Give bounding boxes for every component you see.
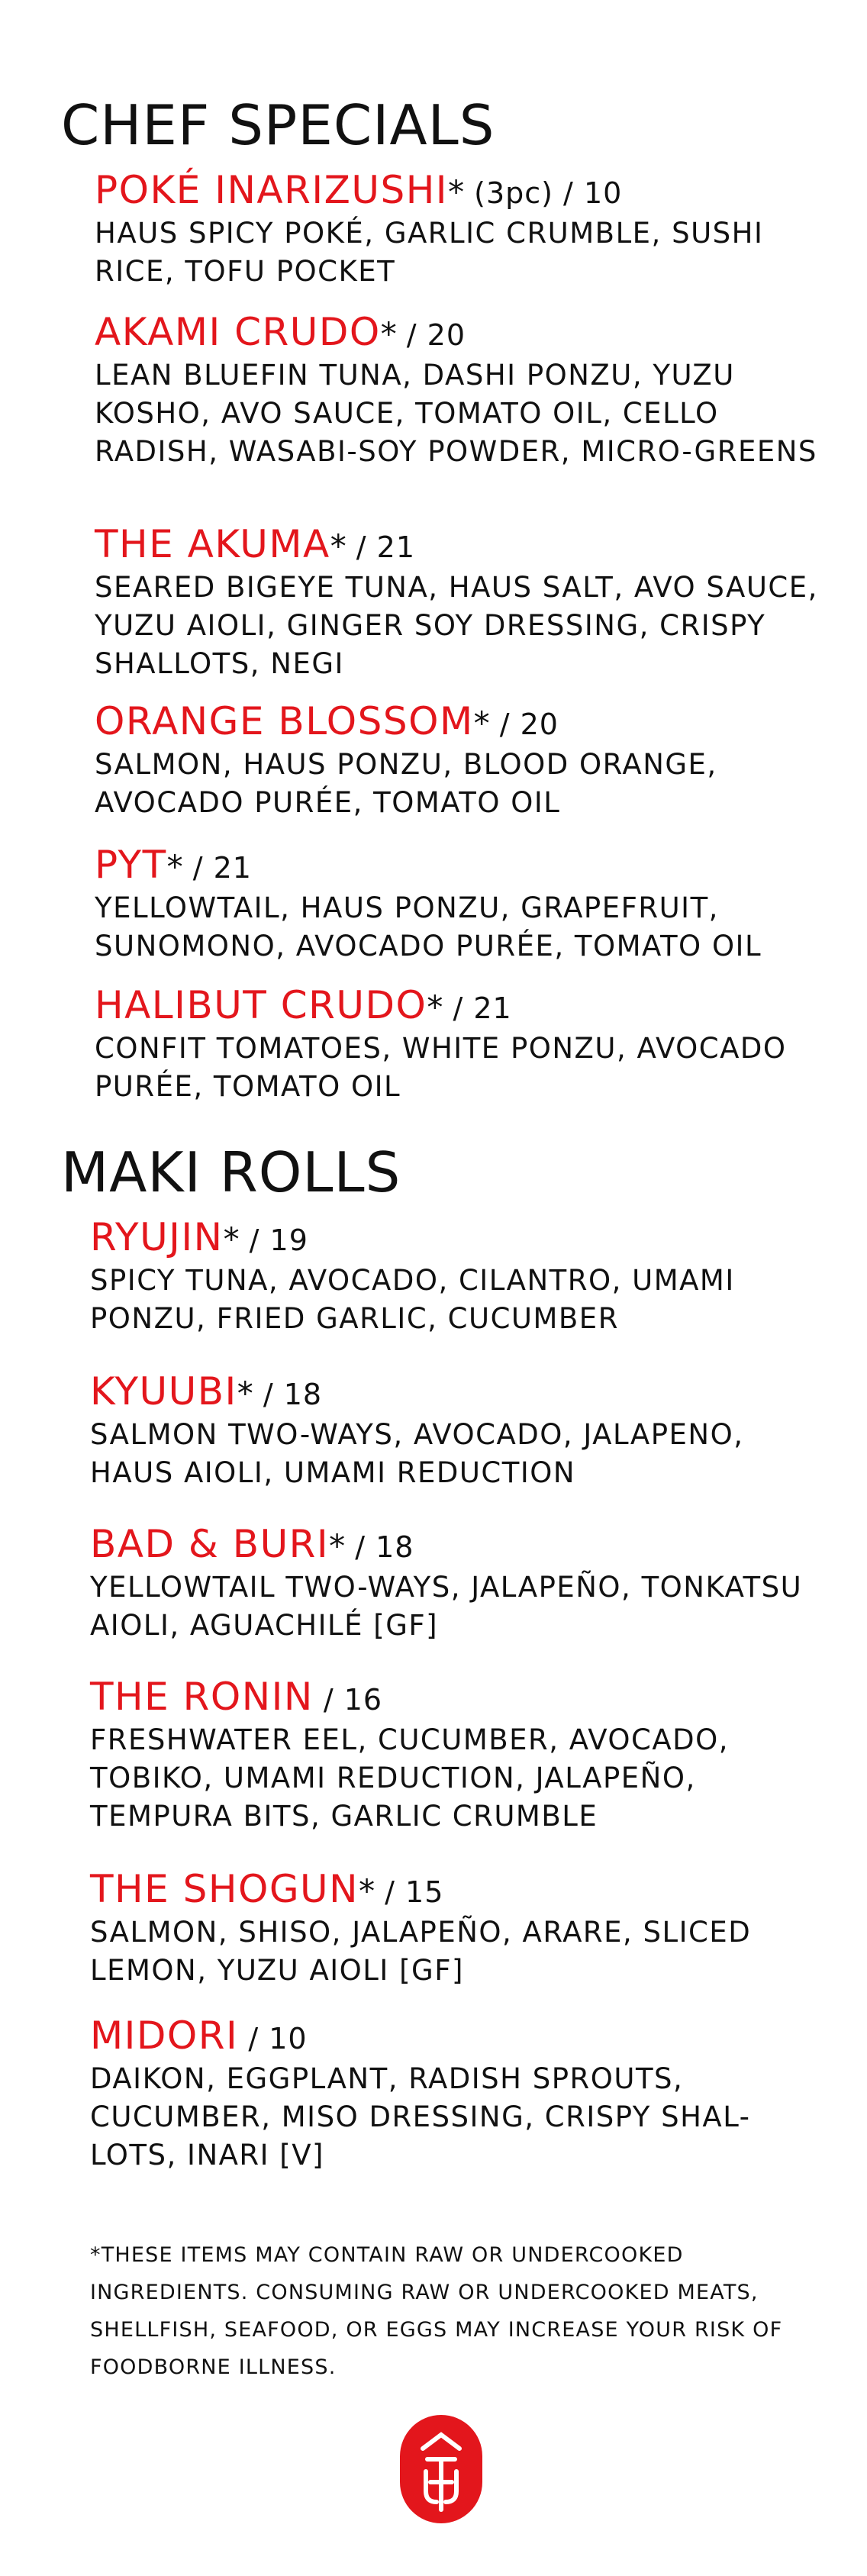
item-name: POKÉ INARIZUSHI <box>95 168 449 212</box>
item-description: HAUS SPICY POKÉ, GARLIC CRUMBLE, SUSHI RICE, TOFU POCKET <box>95 217 764 288</box>
item-description: SALMON TWO-WAYS, AVOCADO, JALAPENO, HAUS AIOLI, UMAMI REDUCTION <box>90 1418 744 1489</box>
item-description: SALMON, HAUS PONZU, BLOOD ORANGE, AVOCADO PURÉE, TOMATO OIL <box>95 748 717 819</box>
item-description: SALMON, SHISO, JALAPEÑO, ARARE, SLICED LEMON, YUZU AIOLI [GF] <box>90 1916 752 1987</box>
item-price: (3pc) / 10 <box>464 176 623 210</box>
maki-rolls-title: MAKI ROLLS <box>61 1140 401 1204</box>
item-price: / 18 <box>253 1378 323 1411</box>
raw-asterisk: * <box>448 173 465 211</box>
item-name: AKAMI CRUDO <box>95 310 381 354</box>
item-description: YELLOWTAIL, HAUS PONZU, GRAPEFRUIT, SUNOMONO, AVOCADO PURÉE, TOMATO OIL <box>95 891 762 962</box>
raw-asterisk: * <box>330 527 346 565</box>
chef-specials-title: CHEF SPECIALS <box>61 93 495 157</box>
menu-item-halibut-crudo <box>95 985 827 1106</box>
raw-asterisk: * <box>473 704 490 742</box>
menu-item-the-akuma <box>95 524 827 683</box>
item-description: CONFIT TOMATOES, WHITE PONZU, AVOCADO PURÉE, TOMATO OIL <box>95 1032 787 1103</box>
menu-item-ryujin <box>90 1217 823 1338</box>
menu-item-pyt <box>95 844 827 966</box>
menu-item-the-shogun <box>90 1868 823 1990</box>
item-name: MIDORI <box>90 2013 239 2058</box>
item-price: / 21 <box>346 530 416 564</box>
item-price: / 10 <box>238 2022 308 2055</box>
item-name: PYT <box>95 843 167 887</box>
raw-asterisk: * <box>223 1220 240 1258</box>
item-name: THE AKUMA <box>95 522 330 566</box>
raw-asterisk: * <box>166 848 183 885</box>
menu-item-midori <box>90 2015 823 2175</box>
item-description: DAIKON, EGGPLANT, RADISH SPROUTS, CUCUMBER, MISO DRESSING, CRISPY SHAL-LOTS, INARI [V] <box>90 2062 751 2171</box>
item-name: BAD & BURI <box>90 1522 330 1566</box>
item-name: RYUJIN <box>90 1215 224 1259</box>
item-description: FRESHWATER EEL, CUCUMBER, AVOCADO, TOBIKO, UMAMI REDUCTION, JALAPEÑO, TEMPURA BITS, GARLIC CRUMBLE <box>90 1723 730 1833</box>
item-price: / 21 <box>443 991 512 1025</box>
item-price: / 16 <box>313 1683 383 1717</box>
menu-item-kyuubi <box>90 1371 823 1492</box>
item-name: KYUUBI <box>90 1369 237 1414</box>
item-price: / 18 <box>345 1530 414 1564</box>
menu-item-poke-inarizushi <box>95 169 827 291</box>
item-name: THE SHOGUN <box>90 1867 359 1911</box>
brand-seal-icon <box>397 2412 485 2526</box>
menu-item-akami-crudo <box>95 311 827 471</box>
item-name: ORANGE BLOSSOM <box>95 699 474 743</box>
item-price: / 19 <box>239 1224 308 1257</box>
raw-food-disclaimer: *THESE ITEMS MAY CONTAIN RAW OR UNDERCOOKED INGREDIENTS. CONSUMING RAW OR UNDERCOOKED MEATS, SHELLFISH, SEAFOOD, OR EGGS MAY INCREASE YOUR RISK OF FOODBORNE ILLNESS. <box>90 2243 783 2379</box>
item-price: / 21 <box>182 851 252 885</box>
menu-item-the-ronin <box>90 1676 823 1836</box>
item-description: LEAN BLUEFIN TUNA, DASHI PONZU, YUZU KOSHO, AVO SAUCE, TOMATO OIL, CELLO RADISH, WASABI-SOY POWDER, MICRO-GREENS <box>95 359 817 468</box>
menu-item-orange-blossom <box>95 701 827 822</box>
raw-asterisk: * <box>237 1375 253 1412</box>
item-price: / 20 <box>489 708 559 741</box>
raw-asterisk: * <box>329 1527 346 1565</box>
item-name: HALIBUT CRUDO <box>95 983 427 1027</box>
raw-asterisk: * <box>359 1872 375 1910</box>
raw-asterisk: * <box>380 315 397 353</box>
menu-item-bad-and-buri <box>90 1523 823 1645</box>
item-price: / 15 <box>375 1875 444 1909</box>
item-price: / 20 <box>396 318 466 352</box>
item-description: SPICY TUNA, AVOCADO, CILANTRO, UMAMI PONZU, FRIED GARLIC, CUCUMBER <box>90 1264 735 1335</box>
item-name: THE RONIN <box>90 1675 314 1719</box>
raw-asterisk: * <box>427 988 443 1026</box>
item-description: SEARED BIGEYE TUNA, HAUS SALT, AVO SAUCE, YUZU AIOLI, GINGER SOY DRESSING, CRISPY SHALLOTS, NEGI <box>95 571 818 680</box>
item-description: YELLOWTAIL TWO-WAYS, JALAPEÑO, TONKATSU AIOLI, AGUACHILÉ [GF] <box>90 1571 803 1642</box>
